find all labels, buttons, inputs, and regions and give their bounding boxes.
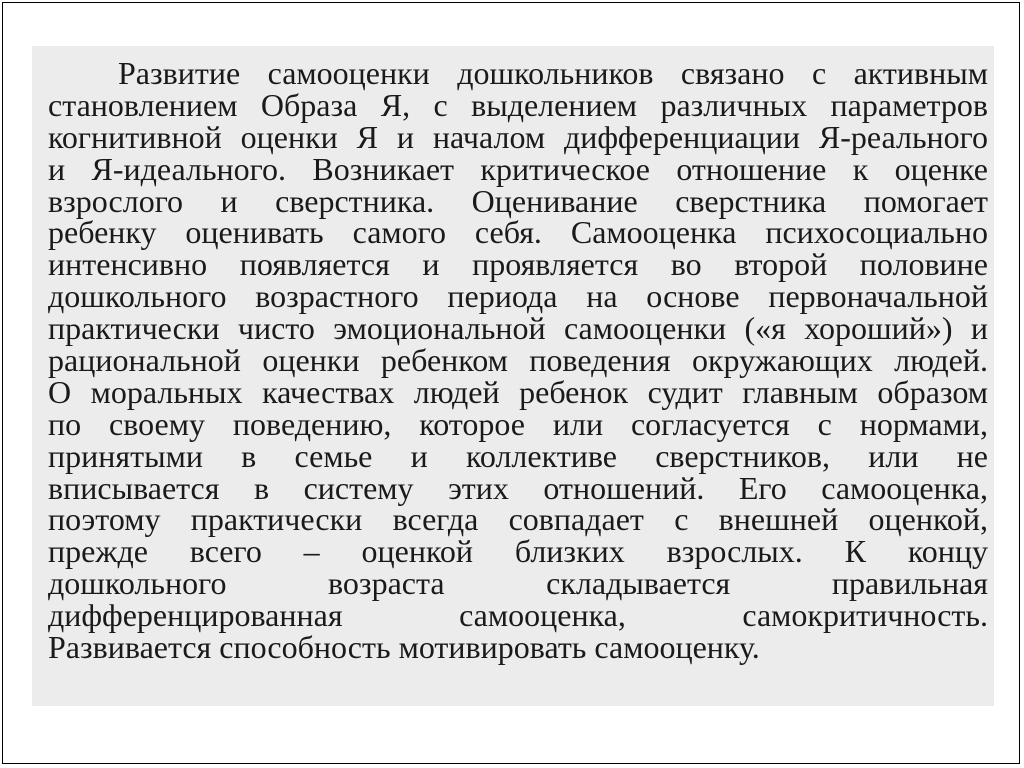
text-line: и Я-идеального. Возникает критическое отношение к оценке [48,150,988,187]
text-line: Развивается способность мотивировать самооценку. [48,629,760,666]
text-line: практически чисто эмоциональной самооценки («я хороший») и [48,310,988,347]
text-line: принятыми в семье и коллективе сверстников, или не [48,437,988,474]
text-line: дифференцированная самооценка, самокритичность. [48,597,988,634]
text-line: рациональной оценки ребенком поведения окружающих людей. [48,342,988,379]
text-line: ребенку оценивать самого себя. Самооценка психосоциально [48,214,988,251]
text-line: становлением Образа Я, с выделением различных параметров [48,86,988,123]
text-line: интенсивно появляется и проявляется во второй половине [48,246,988,283]
text-line: О моральных качествах людей ребенок судит главным образом [48,373,988,410]
text-line: когнитивной оценки Я и началом дифференциации Я-реального [48,118,988,155]
text-line: Развитие самооценки дошкольников связано с активным [118,55,988,91]
text-line: вписывается в систему этих отношений. Его самооценка, [48,469,988,506]
text-line: взрослого и сверстника. Оценивание сверстника помогает [48,182,988,219]
text-line: поэтому практически всегда совпадает с внешней оценкой, [48,501,988,538]
paragraph [48,55,988,666]
text-line: дошкольного возраста складывается правильная [48,565,988,602]
text-line: по своему поведению, которое или согласуется с нормами, [48,405,988,442]
text-line: дошкольного возрастного периода на основе первоначальной [48,278,988,315]
text-line: прежде всего – оценкой близких взрослых. К концу [48,533,988,570]
